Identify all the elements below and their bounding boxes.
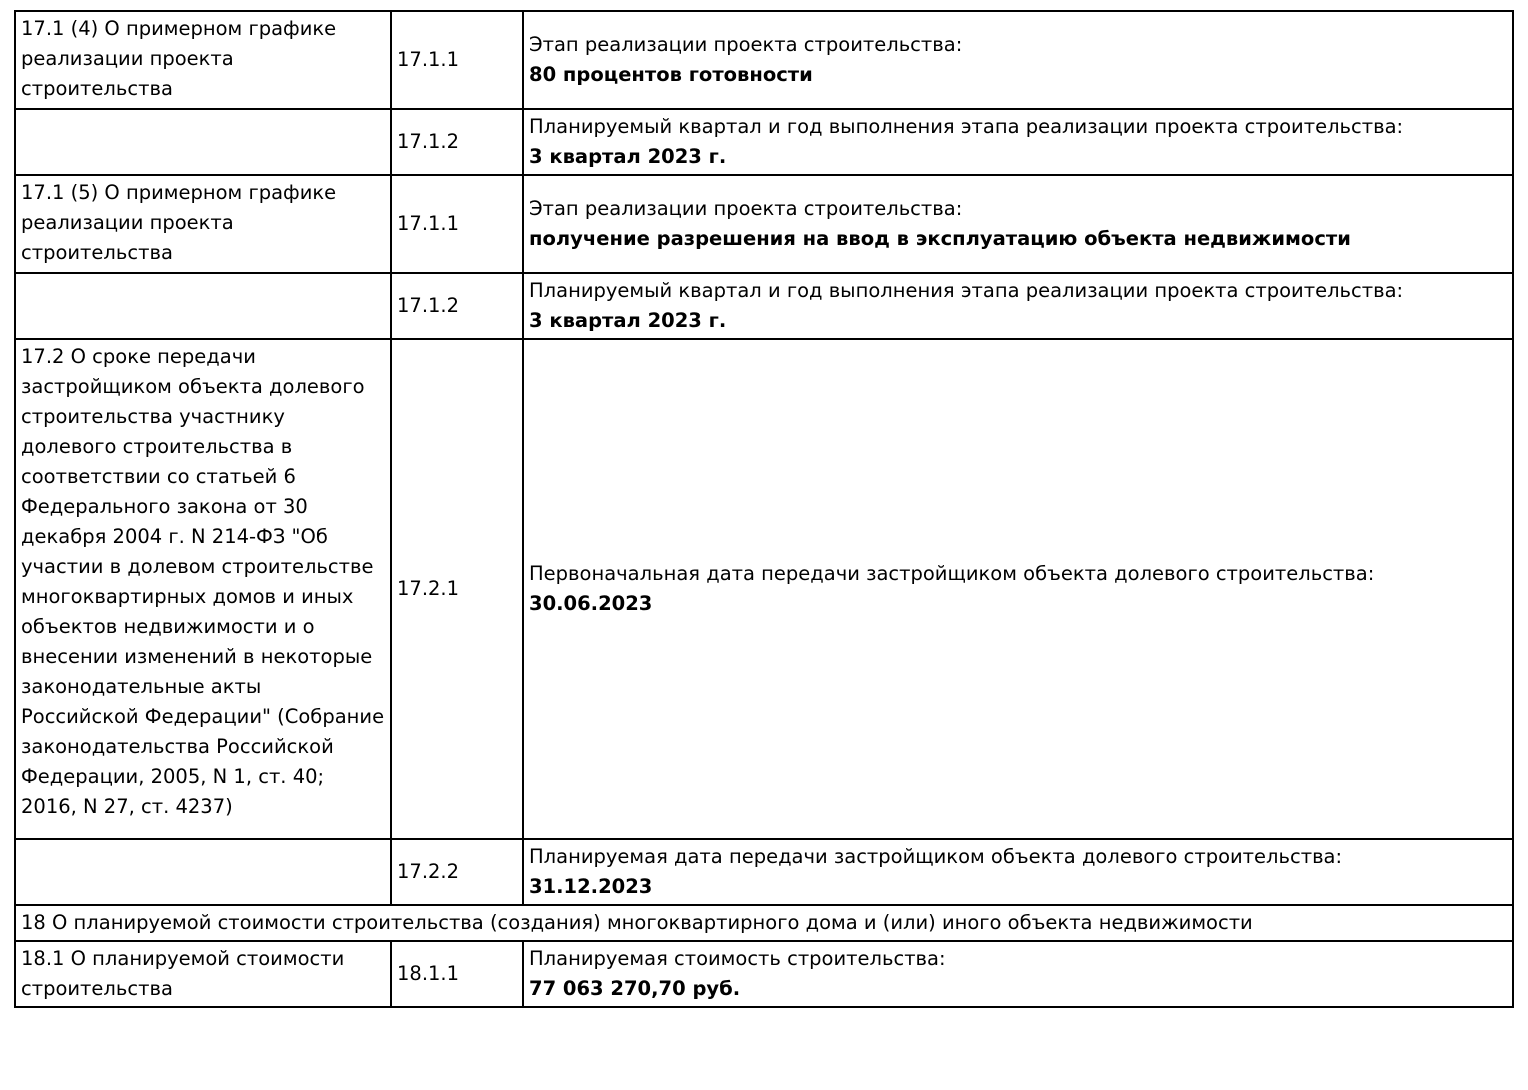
project-declaration-table xyxy=(14,10,1514,1008)
content-value: получение разрешения на ввод в эксплуатацию объекта недвижимости xyxy=(529,227,1351,250)
section-cell-empty xyxy=(15,109,391,175)
content-cell xyxy=(523,11,1513,109)
section-cell: 17.2 О сроке передачи застройщиком объекта долевого строительства участнику долевого строительства в соответствии со статьей 6 Федерального закона от 30 декабря 2004 г. N 214-ФЗ "Об участии в долевом строительстве многоквартирных домов и иных объектов недвижимости и о внесении изменений в некоторые законодательные акты Российской Федерации" (Собрание законодательства Российской Федерации, 2005, N 1, ст. 40; 2016, N 27, ст. 4237) xyxy=(15,339,391,839)
content-value: 80 процентов готовности xyxy=(529,63,813,86)
code-cell: 18.1.1 xyxy=(391,941,523,1007)
code-cell: 17.1.2 xyxy=(391,109,523,175)
code-cell: 17.1.1 xyxy=(391,175,523,273)
code-cell: 17.1.1 xyxy=(391,11,523,109)
table-row xyxy=(15,109,1513,175)
table-row xyxy=(15,175,1513,273)
code-cell: 17.2.1 xyxy=(391,339,523,839)
code-cell: 17.2.2 xyxy=(391,839,523,905)
table-row xyxy=(15,11,1513,109)
content-label: Планируемая дата передачи застройщиком объекта долевого строительства: xyxy=(529,845,1343,868)
content-value: 3 квартал 2023 г. xyxy=(529,309,727,332)
table-row xyxy=(15,941,1513,1007)
section-cell: 17.1 (5) О примерном графике реализации проекта строительства xyxy=(15,175,391,273)
content-cell xyxy=(523,109,1513,175)
section-cell-empty xyxy=(15,839,391,905)
content-label: Первоначальная дата передачи застройщиком объекта долевого строительства: xyxy=(529,562,1375,585)
content-label: Планируемый квартал и год выполнения этапа реализации проекта строительства: xyxy=(529,115,1404,138)
section-cell: 17.1 (4) О примерном графике реализации проекта строительства xyxy=(15,11,391,109)
content-value: 30.06.2023 xyxy=(529,592,653,615)
section-header-cell: 18 О планируемой стоимости строительства (создания) многоквартирного дома и (или) иного объекта недвижимости xyxy=(15,905,1513,941)
table-row xyxy=(15,339,1513,839)
content-cell xyxy=(523,339,1513,839)
content-cell xyxy=(523,941,1513,1007)
content-label: Этап реализации проекта строительства: xyxy=(529,197,963,220)
section-cell: 18.1 О планируемой стоимости строительства xyxy=(15,941,391,1007)
content-cell xyxy=(523,273,1513,339)
code-cell: 17.1.2 xyxy=(391,273,523,339)
content-cell xyxy=(523,175,1513,273)
section-cell-empty xyxy=(15,273,391,339)
table-row xyxy=(15,839,1513,905)
content-value: 77 063 270,70 руб. xyxy=(529,977,741,1000)
content-value: 3 квартал 2023 г. xyxy=(529,145,727,168)
table-row xyxy=(15,273,1513,339)
content-label: Планируемая стоимость строительства: xyxy=(529,947,946,970)
content-label: Этап реализации проекта строительства: xyxy=(529,33,963,56)
content-label: Планируемый квартал и год выполнения этапа реализации проекта строительства: xyxy=(529,279,1404,302)
content-cell xyxy=(523,839,1513,905)
section-header-row xyxy=(15,905,1513,941)
content-value: 31.12.2023 xyxy=(529,875,653,898)
